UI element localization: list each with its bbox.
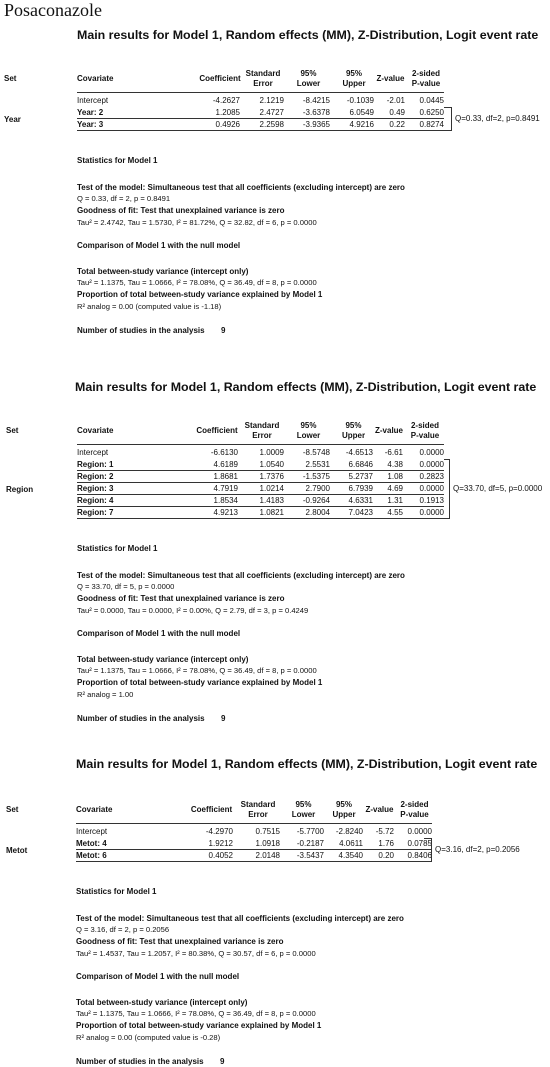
header-rule [77, 444, 444, 445]
goodness-of-fit-title: Goodness of fit: Test that unexplained variance is zero [76, 937, 284, 946]
standard-error-value: 1.0918 [255, 839, 280, 848]
lower-ci-value: 2.8004 [305, 508, 330, 517]
column-header-covariate: Covariate [77, 74, 114, 83]
column-header-standard-error-line1: Standard [244, 421, 280, 430]
p-value: 0.1913 [419, 496, 444, 505]
coefficient-value: 1.2085 [215, 108, 240, 117]
between-variance-value: Tau² = 1.1375, Tau = 1.0666, I² = 78.08%, Q = 36.49, df = 8, p = 0.0000 [77, 278, 317, 287]
coefficient-value: 4.6189 [213, 460, 238, 469]
comparison-title: Comparison of Model 1 with the null model [77, 241, 241, 250]
standard-error-value: 2.1219 [259, 96, 284, 105]
column-header-standard-error-line1: Standard [245, 69, 281, 78]
proportion-title: Proportion of total between-study variance explained by Model 1 [77, 678, 323, 687]
set-name: Year [4, 115, 21, 124]
results-section-metot [0, 757, 550, 1066]
z-value: -6.61 [384, 448, 403, 457]
row-rule [76, 861, 432, 862]
lower-ci-value: -0.9264 [302, 496, 330, 505]
column-header-upper-line1: 95% [345, 421, 362, 430]
column-header-coefficient: Coefficient [190, 805, 233, 814]
upper-ci-value: -2.8240 [335, 827, 363, 836]
goodness-of-fit-title: Goodness of fit: Test that unexplained variance is zero [77, 206, 285, 215]
column-header-lower [287, 421, 330, 441]
z-value: -5.72 [375, 827, 394, 836]
upper-ci-value: -0.1039 [346, 96, 374, 105]
coefficient-value: 1.9212 [208, 839, 233, 848]
standard-error-value: 1.0540 [259, 460, 284, 469]
standard-error-value: 2.2598 [259, 120, 284, 129]
group-bracket [444, 107, 452, 131]
standard-error-value: 0.7515 [255, 827, 280, 836]
column-header-standard-error [242, 69, 284, 89]
column-header-p-value-line1: 2-sided [410, 421, 439, 430]
lower-ci-value: -3.6378 [302, 108, 330, 117]
column-header-p-value-line2: P-value [411, 79, 441, 88]
column-header-set: Set [6, 426, 19, 435]
column-header-lower-line1: 95% [300, 421, 317, 430]
standard-error-value: 1.4183 [259, 496, 284, 505]
between-variance-title: Total between-study variance (intercept only) [76, 998, 248, 1007]
p-value: 0.6250 [419, 108, 444, 117]
upper-ci-value: 5.2737 [348, 472, 373, 481]
upper-ci-value: 4.6331 [348, 496, 373, 505]
p-value: 0.2823 [419, 472, 444, 481]
column-header-set: Set [4, 74, 17, 83]
p-value: 0.0000 [419, 484, 444, 493]
column-header-z-value: Z-value [375, 426, 404, 435]
coefficient-value: 1.8681 [213, 472, 238, 481]
p-value: 0.8406 [407, 851, 432, 860]
number-of-studies-value: 9 [221, 714, 226, 723]
z-value: -2.01 [386, 96, 405, 105]
row-rule [77, 494, 444, 495]
group-q-summary: Q=0.33, df=2, p=0.8491 [455, 114, 540, 123]
z-value: 4.69 [387, 484, 403, 493]
z-value: 0.49 [389, 108, 405, 117]
column-header-p-value-line1: 2-sided [411, 69, 440, 78]
column-header-upper-line1: 95% [335, 800, 352, 809]
set-name: Metot [6, 846, 28, 855]
lower-ci-value: 2.7900 [305, 484, 330, 493]
covariate-name: Region: 1 [77, 460, 114, 469]
standard-error-value: 1.7376 [259, 472, 284, 481]
number-of-studies-label: Number of studies in the analysis [77, 714, 205, 723]
column-header-lower [283, 800, 324, 820]
comparison-title: Comparison of Model 1 with the null model [76, 972, 240, 981]
column-header-covariate: Covariate [76, 805, 113, 814]
between-variance-title: Total between-study variance (intercept only) [77, 655, 249, 664]
column-header-lower-line2: Lower [296, 79, 321, 88]
column-header-coefficient: Coefficient [199, 74, 241, 83]
lower-ci-value: -8.5748 [302, 448, 330, 457]
row-rule [77, 130, 444, 131]
column-header-lower-line1: 95% [300, 69, 317, 78]
number-of-studies-value: 9 [221, 326, 226, 335]
covariate-name: Year: 2 [77, 108, 104, 117]
r2-value: R² analog = 0.00 (computed value is -0.28) [76, 1033, 221, 1042]
comparison-title: Comparison of Model 1 with the null model [77, 629, 241, 638]
covariate-name: Metot: 4 [76, 839, 107, 848]
column-header-lower-line2: Lower [291, 810, 316, 819]
statistics-title: Statistics for Model 1 [77, 156, 158, 165]
column-header-lower-line1: 95% [295, 800, 312, 809]
coefficient-value: 0.4926 [215, 120, 240, 129]
p-value: 0.0785 [407, 839, 432, 848]
proportion-title: Proportion of total between-study variance explained by Model 1 [76, 1021, 322, 1030]
covariate-name: Metot: 6 [76, 851, 107, 860]
r2-value: R² analog = 1.00 [77, 690, 134, 699]
column-header-p-value-line2: P-value [410, 431, 440, 440]
header-rule [77, 92, 444, 93]
model-test-title: Test of the model: Simultaneous test that all coefficients (excluding intercept) are zero [77, 183, 405, 192]
proportion-title: Proportion of total between-study variance explained by Model 1 [77, 290, 323, 299]
upper-ci-value: 4.3540 [338, 851, 363, 860]
column-header-p-value [408, 69, 444, 89]
covariate-name: Intercept [76, 827, 108, 836]
lower-ci-value: -0.2187 [296, 839, 324, 848]
section-heading: Main results for Model 1, Random effects (MM), Z-Distribution, Logit event rate [77, 28, 539, 42]
results-section-region [0, 380, 550, 740]
column-header-upper-line2: Upper [332, 810, 356, 819]
upper-ci-value: -4.6513 [345, 448, 373, 457]
standard-error-value: 1.0009 [259, 448, 284, 457]
between-variance-value: Tau² = 1.1375, Tau = 1.0666, I² = 78.08%, Q = 36.49, df = 8, p = 0.0000 [76, 1009, 316, 1018]
column-header-standard-error [236, 800, 280, 820]
r2-value: R² analog = 0.00 (computed value is -1.18) [77, 302, 222, 311]
z-value: 0.20 [378, 851, 394, 860]
model-test-title: Test of the model: Simultaneous test that all coefficients (excluding intercept) are zero [77, 571, 405, 580]
group-q-summary: Q=3.16, df=2, p=0.2056 [435, 845, 520, 854]
upper-ci-value: 4.9216 [349, 120, 374, 129]
standard-error-value: 1.0214 [259, 484, 284, 493]
z-value: 0.22 [389, 120, 405, 129]
statistics-title: Statistics for Model 1 [77, 544, 158, 553]
group-q-summary: Q=33.70, df=5, p=0.0000 [453, 484, 543, 493]
p-value: 0.0000 [419, 460, 444, 469]
lower-ci-value: -8.4215 [302, 96, 330, 105]
lower-ci-value: 2.5531 [305, 460, 330, 469]
section-heading: Main results for Model 1, Random effects (MM), Z-Distribution, Logit event rate [75, 380, 537, 394]
p-value: 0.0000 [407, 827, 432, 836]
results-section-year [0, 24, 550, 364]
coefficient-value: 4.9213 [213, 508, 238, 517]
upper-ci-value: 6.0549 [349, 108, 374, 117]
number-of-studies-label: Number of studies in the analysis [76, 1057, 204, 1066]
column-header-upper-line2: Upper [342, 79, 366, 88]
row-rule [77, 482, 444, 483]
upper-ci-value: 4.0611 [339, 839, 363, 848]
z-value: 4.55 [387, 508, 403, 517]
column-header-z-value: Z-value [376, 74, 405, 83]
column-header-p-value-line1: 2-sided [400, 800, 429, 809]
column-header-upper [325, 800, 363, 820]
covariate-name: Region: 2 [77, 472, 114, 481]
column-header-covariate: Covariate [77, 426, 114, 435]
column-header-set: Set [6, 805, 19, 814]
standard-error-value: 2.4727 [259, 108, 284, 117]
upper-ci-value: 6.6846 [348, 460, 373, 469]
header-rule [76, 823, 432, 824]
column-header-p-value [406, 421, 444, 441]
z-value: 1.08 [387, 472, 403, 481]
row-rule [77, 470, 444, 471]
upper-ci-value: 7.0423 [348, 508, 373, 517]
z-value: 1.31 [387, 496, 403, 505]
between-variance-value: Tau² = 1.1375, Tau = 1.0666, I² = 78.08%, Q = 36.49, df = 8, p = 0.0000 [77, 666, 317, 675]
p-value: 0.0000 [419, 508, 444, 517]
column-header-p-value-line2: P-value [400, 810, 429, 819]
model-test-value: Q = 3.16, df = 2, p = 0.2056 [76, 925, 170, 934]
number-of-studies-label: Number of studies in the analysis [77, 326, 205, 335]
group-bracket [424, 838, 432, 862]
goodness-of-fit-title: Goodness of fit: Test that unexplained variance is zero [77, 594, 285, 603]
lower-ci-value: -3.5437 [296, 851, 324, 860]
standard-error-value: 2.0148 [255, 851, 280, 860]
column-header-upper [334, 421, 373, 441]
column-header-z-value: Z-value [365, 805, 394, 814]
coefficient-value: 4.7919 [213, 484, 238, 493]
goodness-of-fit-value: Tau² = 2.4742, Tau = 1.5730, I² = 81.72%, Q = 32.82, df = 6, p = 0.0000 [77, 218, 317, 227]
model-test-value: Q = 0.33, df = 2, p = 0.8491 [77, 194, 171, 203]
covariate-name: Intercept [77, 96, 109, 105]
section-heading: Main results for Model 1, Random effects (MM), Z-Distribution, Logit event rate [76, 757, 538, 771]
document-title: Posaconazole [4, 0, 102, 20]
upper-ci-value: 6.7939 [348, 484, 373, 493]
model-test-value: Q = 33.70, df = 5, p = 0.0000 [77, 582, 175, 591]
column-header-lower [287, 69, 330, 89]
goodness-of-fit-value: Tau² = 1.4537, Tau = 1.2057, I² = 80.38%, Q = 30.57, df = 6, p = 0.0000 [76, 949, 316, 958]
coefficient-value: -6.6130 [210, 448, 238, 457]
column-header-coefficient: Coefficient [196, 426, 238, 435]
column-header-standard-error [240, 421, 284, 441]
p-value: 0.0000 [419, 448, 444, 457]
group-bracket [444, 459, 450, 519]
goodness-of-fit-value: Tau² = 0.0000, Tau = 0.0000, I² = 0.00%, Q = 2.79, df = 3, p = 0.4249 [77, 606, 309, 615]
lower-ci-value: -5.7700 [296, 827, 324, 836]
lower-ci-value: -3.9365 [302, 120, 330, 129]
p-value: 0.0445 [419, 96, 444, 105]
lower-ci-value: -1.5375 [302, 472, 330, 481]
p-value: 0.8274 [419, 120, 444, 129]
covariate-name: Year: 3 [77, 120, 104, 129]
row-rule [77, 118, 444, 119]
covariate-name: Region: 7 [77, 508, 114, 517]
statistics-title: Statistics for Model 1 [76, 887, 157, 896]
model-test-title: Test of the model: Simultaneous test that all coefficients (excluding intercept) are zero [76, 914, 404, 923]
column-header-lower-line2: Lower [296, 431, 321, 440]
column-header-upper-line1: 95% [345, 69, 362, 78]
number-of-studies-value: 9 [220, 1057, 225, 1066]
column-header-p-value [397, 800, 432, 820]
column-header-standard-error-line1: Standard [240, 800, 276, 809]
column-header-standard-error-line2: Error [248, 810, 268, 819]
covariate-name: Intercept [77, 448, 109, 457]
column-header-standard-error-line2: Error [252, 431, 272, 440]
coefficient-value: -4.2627 [212, 96, 240, 105]
column-header-upper-line2: Upper [341, 431, 366, 440]
column-header-standard-error-line2: Error [253, 79, 273, 88]
z-value: 4.38 [387, 460, 403, 469]
coefficient-value: -4.2970 [205, 827, 233, 836]
column-header-upper [334, 69, 374, 89]
coefficient-value: 1.8534 [213, 496, 238, 505]
coefficient-value: 0.4052 [208, 851, 233, 860]
row-rule [77, 506, 444, 507]
row-rule [77, 518, 444, 519]
standard-error-value: 1.0821 [259, 508, 284, 517]
row-rule [76, 849, 432, 850]
covariate-name: Region: 3 [77, 484, 114, 493]
between-variance-title: Total between-study variance (intercept only) [77, 267, 249, 276]
z-value: 1.76 [378, 839, 394, 848]
covariate-name: Region: 4 [77, 496, 114, 505]
set-name: Region [6, 485, 34, 494]
